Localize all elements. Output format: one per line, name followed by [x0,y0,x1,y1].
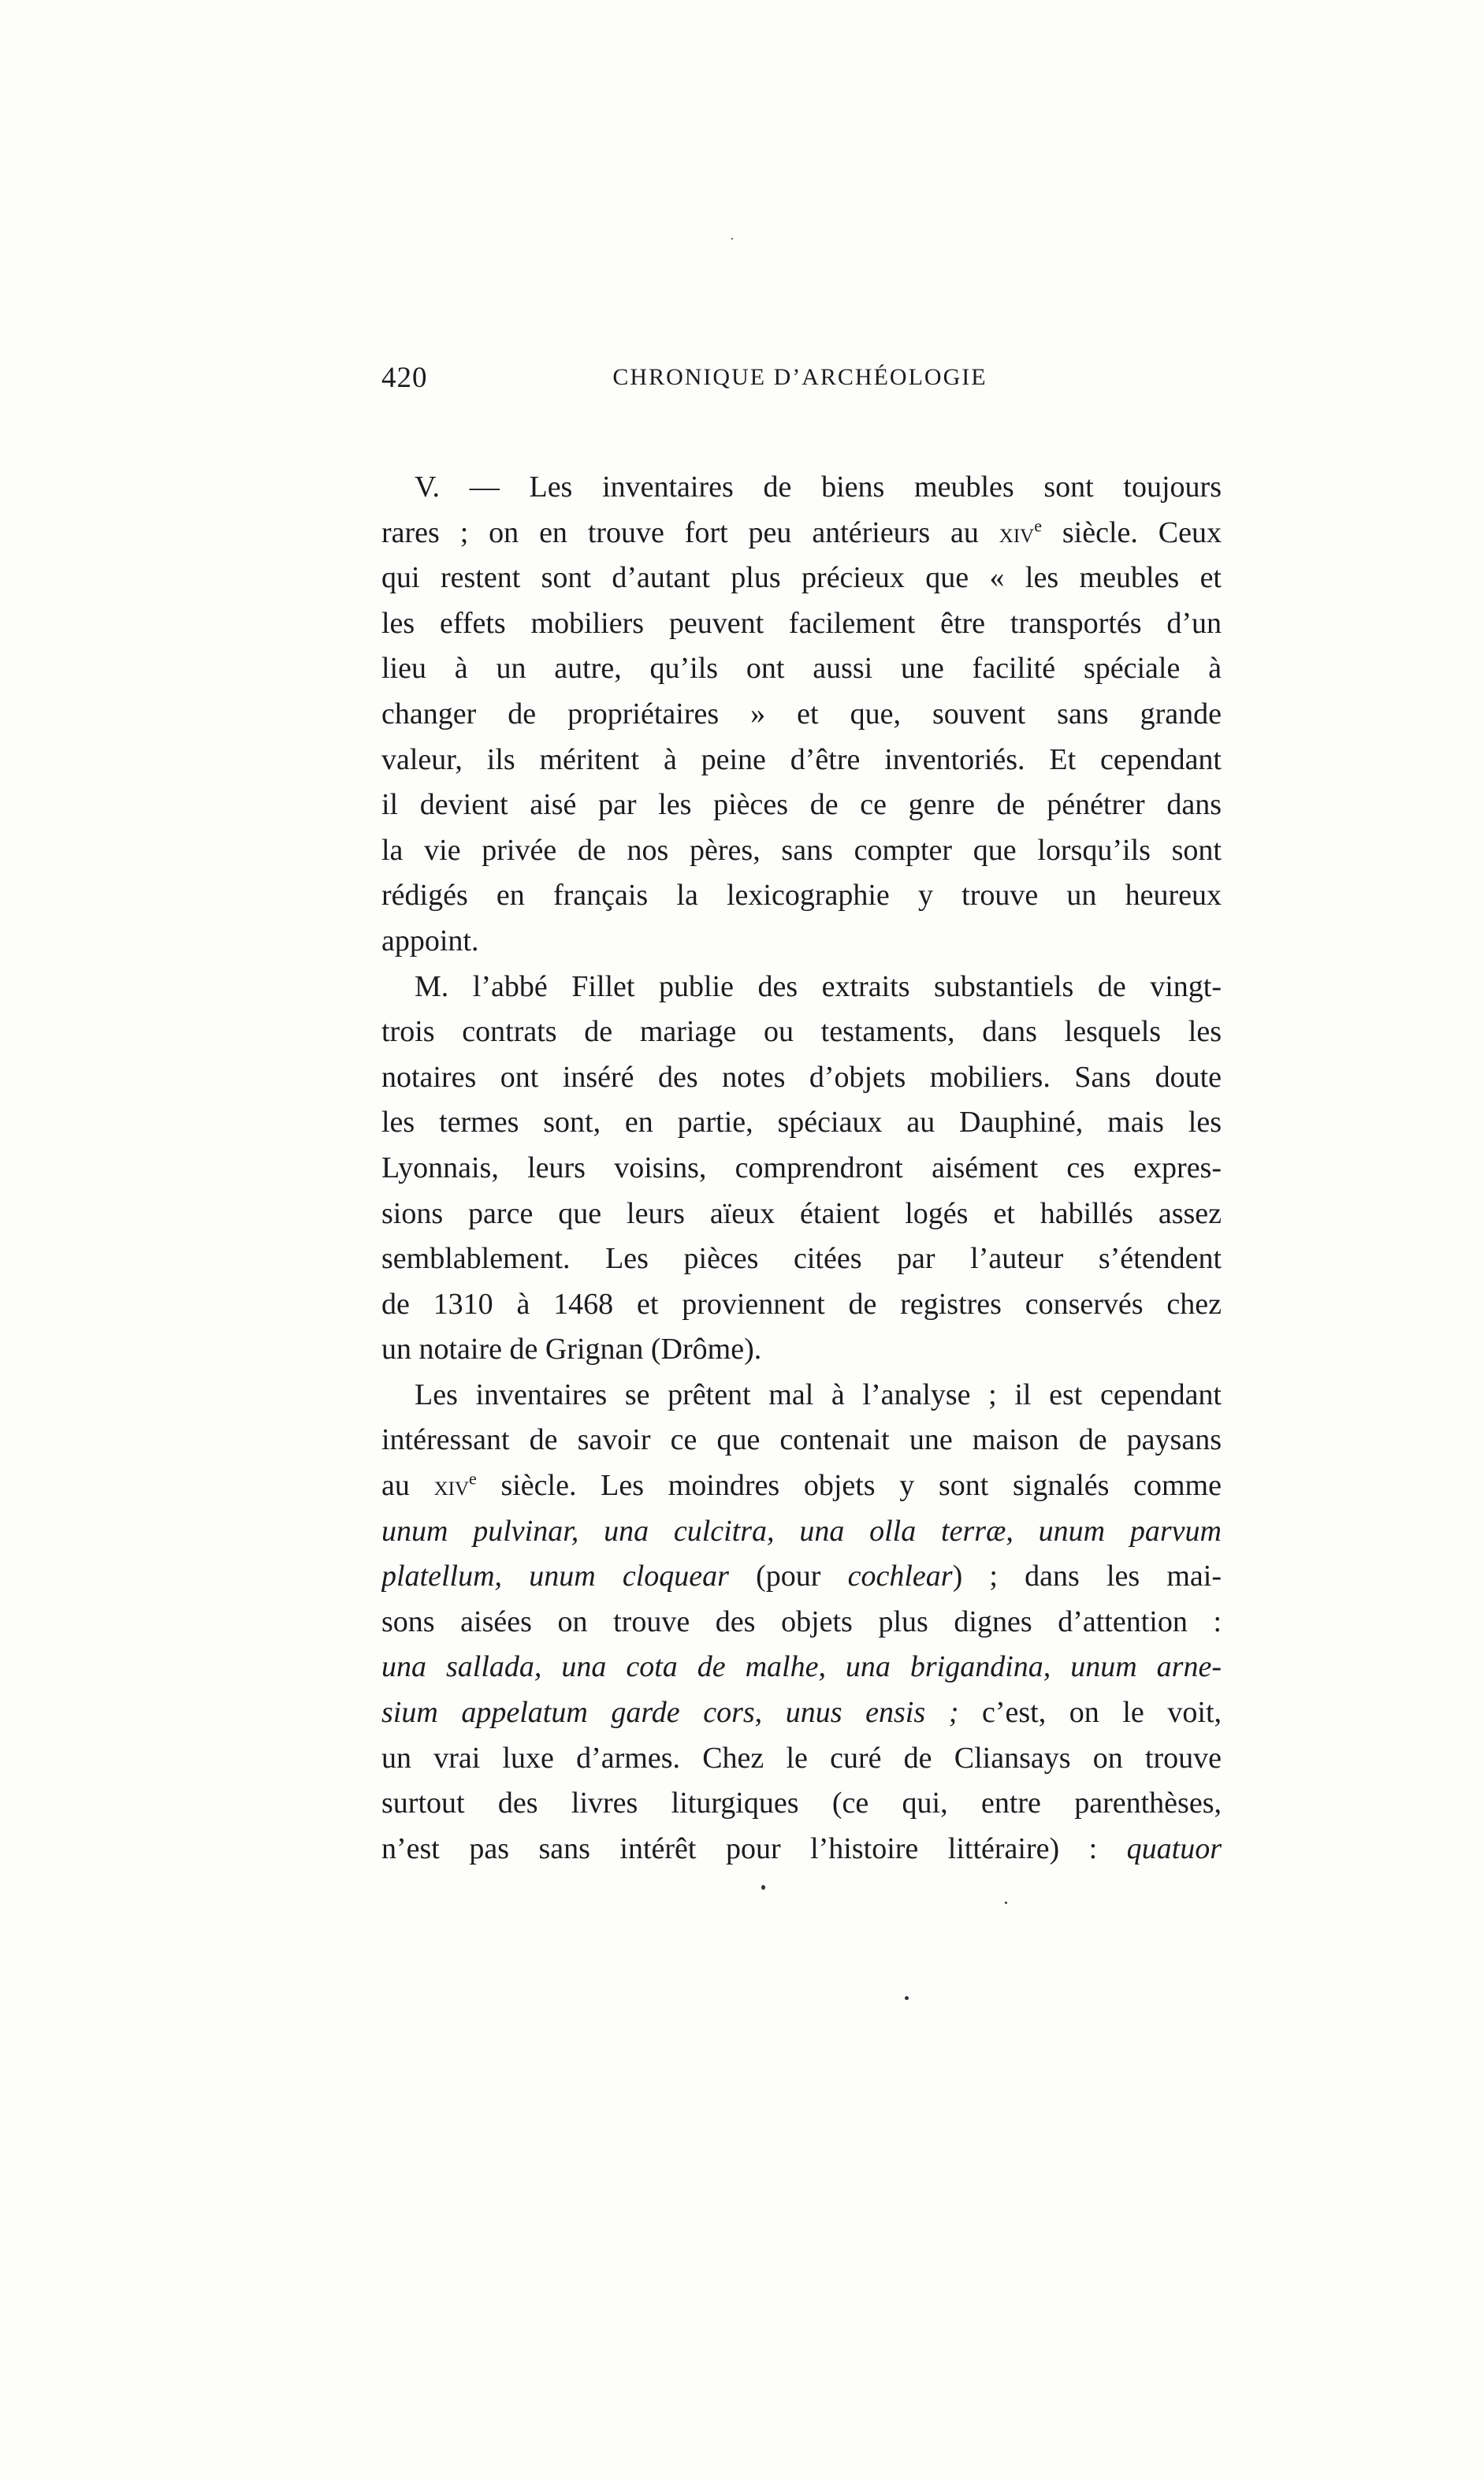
text-line [381,783,1222,828]
text-segment: trois contrats de mariage ou testaments, dans lesquels les [381,1015,1222,1049]
scan-speck [761,1885,765,1890]
running-head [378,361,1222,408]
text-segment: sons aisées on trouve des objets plus dignes d’attention : [381,1604,1222,1638]
text-segment: rares ; on en trouve fort peu antérieurs au [381,515,999,549]
text-segment: valeur, ils méritent à peine d’être inventoriés. Et cependant [381,742,1222,776]
scan-speck [1005,1902,1007,1904]
text-segment: ) ; dans les mai- [952,1560,1222,1593]
text-line [381,1418,1222,1463]
text-segment: les effets mobiliers peuvent facilement être transportés d’un [381,606,1222,640]
text-segment: siècle. Les moindres objets y sont signalés comme [476,1469,1222,1503]
italic-text: cochlear [847,1560,953,1593]
text-line [381,1690,1222,1736]
text-segment: V. — Les inventaires de biens meubles sont toujours [415,470,1222,504]
text-line [381,1009,1222,1055]
text-line [381,601,1222,647]
text-line [381,1736,1222,1782]
text-line [381,1192,1222,1237]
text-line [381,1600,1222,1645]
text-segment: n’est pas sans intérêt pour l’histoire littéraire) : [381,1831,1127,1865]
text-line [381,465,1222,511]
text-line [381,1509,1222,1555]
text-line [381,1100,1222,1146]
paragraph [381,965,1222,1373]
text-segment: e [1034,515,1042,535]
paragraph [381,1373,1222,1872]
text-line [381,1554,1222,1600]
text-segment: notaires ont inséré des notes d’objets mobiliers. Sans doute [381,1060,1222,1094]
text-line [381,1463,1222,1509]
text-line [381,1827,1222,1872]
text-segment: c’est, on le voit, [958,1696,1222,1730]
italic-text: platellum, unum cloquear [381,1560,729,1593]
italic-text: unum pulvinar, una culcitra, una olla terræ, unum parvum [381,1514,1222,1548]
text-segment: les termes sont, en partie, spéciaux au Dauphiné, mais les [381,1106,1222,1140]
text-segment: M. l’abbé Fillet publie des extraits substantiels de vingt- [415,969,1222,1003]
italic-text: sium appelatum garde cors, unus ensis ; [381,1696,959,1730]
text-line [381,1282,1222,1328]
text-line [381,1236,1222,1282]
page-number: 420 [381,362,428,394]
text-segment: surtout des livres liturgiques (ce qui, entre parenthèses, [381,1787,1222,1820]
text-segment: qui restent sont d’autant plus précieux que « les meubles et [381,561,1222,595]
text-segment: rédigés en français la lexicographie y trouve un heureux [381,879,1222,913]
text-segment: de 1310 à 1468 et proviennent de registres conservés chez [381,1287,1222,1321]
text-segment: un notaire de Grignan (Drôme). [381,1333,762,1366]
text-segment: e [469,1468,477,1489]
text-line [381,646,1222,692]
text-line [381,1373,1222,1418]
text-segment: la vie privée de nos pères, sans compter que lorsqu’ils sont [381,833,1222,867]
body-text [381,465,1222,1872]
text-line [381,556,1222,601]
text-segment: un vrai luxe d’armes. Chez le curé de Cliansays on trouve [381,1741,1222,1775]
text-segment: semblablement. Les pièces citées par l’auteur s’étendent [381,1242,1222,1276]
text-line [381,1327,1222,1373]
text-line [381,828,1222,874]
paragraph [381,465,1222,965]
text-segment: intéressant de savoir ce que contenait une maison de paysans [381,1423,1222,1457]
text-line [381,1055,1222,1101]
text-line [381,511,1222,556]
text-line [381,1645,1222,1690]
text-segment: appoint. [381,924,479,957]
text-segment: il devient aisé par les pièces de ce genre de pénétrer dans [381,788,1222,822]
scan-speck [731,238,733,240]
text-segment: Les inventaires se prêtent mal à l’analyse ; il est cependant [415,1378,1222,1411]
text-line [381,1781,1222,1827]
italic-text: una sallada, una cota de malhe, una brigandina, unum arne- [381,1650,1222,1684]
text-segment: lieu à un autre, qu’ils ont aussi une facilité spéciale à [381,652,1222,686]
text-segment: au [381,1469,434,1503]
text-segment: Lyonnais, leurs voisins, comprendront aisément ces expres- [381,1151,1222,1184]
text-segment: siècle. Ceux [1042,515,1222,549]
text-line [381,873,1222,919]
text-segment: xiv [433,1470,469,1502]
text-segment: changer de propriétaires » et que, souvent sans grande [381,697,1222,731]
text-segment: (pour [728,1560,848,1593]
text-line [381,1146,1222,1192]
text-line [381,738,1222,783]
text-segment: xiv [999,516,1035,548]
italic-text: quatuor [1126,1831,1222,1865]
text-line [381,919,1222,965]
text-segment: sions parce que leurs aïeux étaient logés et habillés assez [381,1196,1222,1230]
text-line [381,692,1222,738]
text-line [381,965,1222,1010]
running-title: CHRONIQUE D’ARCHÉOLOGIE [612,364,987,390]
scan-speck [905,1996,909,2000]
